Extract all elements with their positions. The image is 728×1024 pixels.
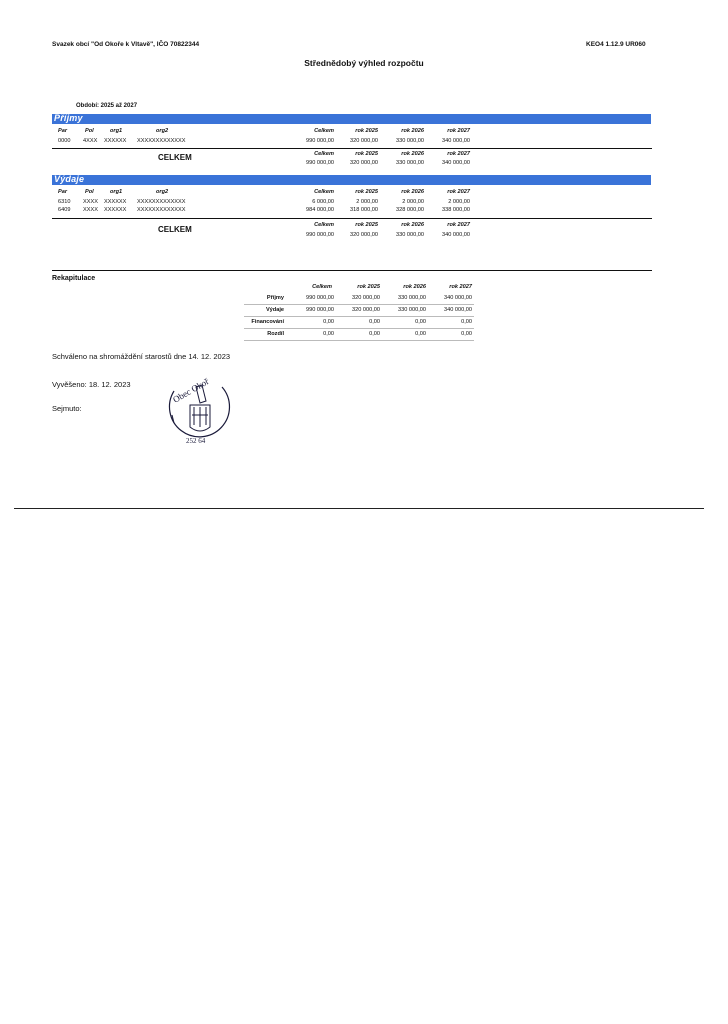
rek-label: Rozdíl [267, 331, 284, 337]
rek-2025: 0,00 [369, 319, 380, 325]
col-celkem: Celkem [314, 222, 334, 228]
col-2027: rok 2027 [447, 222, 470, 228]
divider [244, 328, 474, 329]
cell-2025: 320 000,00 [350, 138, 378, 144]
col-2025: rok 2025 [355, 222, 378, 228]
vydaje-total-headers [52, 222, 652, 230]
cell-org2: XXXXXXXXXXXXX [137, 138, 186, 144]
rek-2026: 0,00 [415, 319, 426, 325]
cell-2027: 338 000,00 [442, 207, 470, 213]
divider [244, 340, 474, 341]
divider [52, 218, 652, 219]
divider [244, 304, 474, 305]
vydaje-section-bar [52, 175, 651, 185]
cell-par: 6310 [58, 199, 71, 205]
cell-org1: XXXXXX [104, 199, 127, 205]
rek-celkem: 990 000,00 [306, 307, 334, 313]
rek-label: Výdaje [265, 307, 284, 313]
col-2026: rok 2026 [401, 151, 424, 157]
prijmy-total-row [52, 160, 652, 168]
cell-par: 6409 [58, 207, 71, 213]
cell-pol: 4XXX [83, 138, 98, 144]
table-row [52, 207, 652, 215]
rek-2026: 0,00 [415, 331, 426, 337]
rek-2027: 340 000,00 [444, 295, 472, 301]
col-2025: rok 2025 [357, 284, 380, 290]
col-par: Par [58, 128, 68, 134]
approval-note: Schváleno na shromáždění starostů dne 14. 12. 2023 [52, 352, 231, 361]
rekapitulace-row [200, 307, 480, 316]
total-celkem: 990 000,00 [306, 160, 334, 166]
prijmy-section-label: Příjmy [54, 113, 83, 123]
cell-2026: 330 000,00 [396, 138, 424, 144]
col-celkem: Celkem [314, 189, 334, 195]
prijmy-total-headers [52, 151, 652, 159]
rekapitulace-headers [200, 284, 480, 293]
rek-celkem: 0,00 [323, 331, 334, 337]
rekapitulace-row [200, 331, 480, 340]
rekapitulace-row [200, 295, 480, 304]
vydaje-total-label: CELKEM [158, 225, 192, 234]
rek-2025: 320 000,00 [352, 307, 380, 313]
rek-celkem: 0,00 [323, 319, 334, 325]
col-org1: org1 [110, 189, 123, 195]
cell-par: 0000 [58, 138, 71, 144]
cell-pol: XXXX [83, 207, 98, 213]
cell-2027: 2 000,00 [448, 199, 470, 205]
rekapitulace-title: Rekapitulace [52, 275, 96, 282]
rek-celkem: 990 000,00 [306, 295, 334, 301]
rek-label: Financování [251, 319, 284, 325]
prijmy-total-label: CELKEM [158, 153, 192, 162]
col-2026: rok 2026 [401, 128, 424, 134]
page-title: Střednědobý výhled rozpočtu [304, 58, 424, 68]
cell-org1: XXXXXX [104, 207, 127, 213]
total-2027: 340 000,00 [442, 160, 470, 166]
rek-2025: 320 000,00 [352, 295, 380, 301]
col-pol: Pol [85, 189, 94, 195]
col-2025: rok 2025 [355, 151, 378, 157]
col-org2: org2 [156, 128, 169, 134]
cell-2027: 340 000,00 [442, 138, 470, 144]
cell-2026: 2 000,00 [402, 199, 424, 205]
cell-org2: XXXXXXXXXXXXX [137, 199, 186, 205]
divider [244, 316, 474, 317]
cell-2025: 2 000,00 [356, 199, 378, 205]
rek-2026: 330 000,00 [398, 307, 426, 313]
rek-2027: 0,00 [461, 319, 472, 325]
organization-header: Svazek obcí "Od Okoře k Vltavě", IČO 70822344 [52, 41, 200, 48]
table-row [52, 138, 652, 146]
cell-celkem: 984 000,00 [306, 207, 334, 213]
table-row [52, 199, 652, 207]
vydaje-total-row [52, 232, 652, 240]
col-2027: rok 2027 [449, 284, 472, 290]
col-2026: rok 2026 [401, 222, 424, 228]
cell-org2: XXXXXXXXXXXXX [137, 207, 186, 213]
total-2026: 330 000,00 [396, 160, 424, 166]
cell-celkem: 6 000,00 [312, 199, 334, 205]
col-par: Par [58, 189, 68, 195]
col-celkem: Celkem [312, 284, 332, 290]
col-2027: rok 2027 [447, 189, 470, 195]
col-org1: org1 [110, 128, 123, 134]
prijmy-column-headers [52, 128, 652, 136]
col-2026: rok 2026 [403, 284, 426, 290]
col-2025: rok 2025 [355, 189, 378, 195]
municipal-stamp-icon [164, 375, 236, 449]
cell-celkem: 990 000,00 [306, 138, 334, 144]
total-celkem: 990 000,00 [306, 232, 334, 238]
rek-2025: 0,00 [369, 331, 380, 337]
rek-2026: 330 000,00 [398, 295, 426, 301]
col-celkem: Celkem [314, 151, 334, 157]
cell-2026: 328 000,00 [396, 207, 424, 213]
total-2027: 340 000,00 [442, 232, 470, 238]
col-2026: rok 2026 [401, 189, 424, 195]
cell-2025: 318 000,00 [350, 207, 378, 213]
prijmy-section-bar [52, 114, 651, 124]
page-divider [14, 508, 704, 509]
total-2026: 330 000,00 [396, 232, 424, 238]
removed-date: Sejmuto: [52, 404, 82, 413]
col-org2: org2 [156, 189, 169, 195]
rek-2027: 340 000,00 [444, 307, 472, 313]
vydaje-section-label: Výdaje [54, 174, 85, 184]
rek-label: Příjmy [266, 295, 284, 301]
divider [52, 270, 652, 271]
col-2027: rok 2027 [447, 128, 470, 134]
col-celkem: Celkem [314, 128, 334, 134]
stamp-text-top: Obec Okoř [171, 376, 211, 405]
total-2025: 320 000,00 [350, 232, 378, 238]
posted-date: Vyvěšeno: 18. 12. 2023 [52, 380, 131, 389]
divider [52, 148, 652, 149]
col-pol: Pol [85, 128, 94, 134]
col-2027: rok 2027 [447, 151, 470, 157]
cell-org1: XXXXXX [104, 138, 127, 144]
cell-pol: XXXX [83, 199, 98, 205]
stamp-text-bottom: 252 64 [186, 437, 206, 445]
col-2025: rok 2025 [355, 128, 378, 134]
vydaje-column-headers [52, 189, 652, 197]
period-label: Období: 2025 až 2027 [76, 103, 138, 109]
rek-2027: 0,00 [461, 331, 472, 337]
rekapitulace-row [200, 319, 480, 328]
total-2025: 320 000,00 [350, 160, 378, 166]
software-version: KEO4 1.12.9 UR060 [586, 41, 646, 48]
